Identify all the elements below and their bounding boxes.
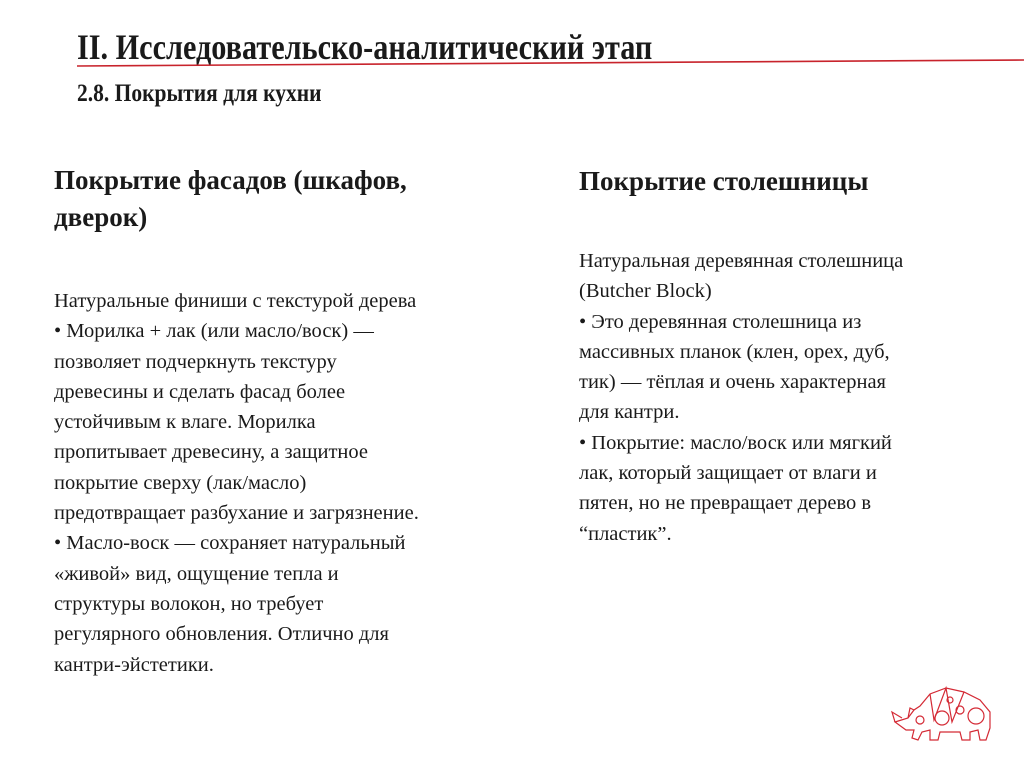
slide-title: II. Исследовательско-аналитический этап [77,27,653,67]
text-line: кантри-эйстетики. [54,653,214,676]
text-line: • Покрытие: масло/воск или мягкий [579,431,892,454]
facade-heading-line: Покрытие фасадов (шкафов, [54,165,407,195]
text-line: регулярного обновления. Отлично для [54,623,389,646]
facade-heading [54,162,524,236]
facade-body [54,286,524,680]
text-line: • Масло-воск — сохраняет натуральный [54,532,406,555]
text-line: тик) — тёплая и очень характерная [579,371,886,394]
countertop-body [579,246,999,549]
text-line: позволяет подчеркнуть текстуру [54,350,337,373]
text-line: покрытие сверху (лак/масло) [54,471,307,494]
text-line: пятен, но не превращает дерево в [579,492,872,515]
text-line: “пластик”. [579,522,672,545]
text-line: для кантри. [579,401,680,424]
text-line: • Это деревянная столешница из [579,310,862,333]
rhino-logo-icon [890,680,1000,750]
countertop-coating-column [579,163,999,549]
text-line: древесины и сделать фасад более [54,380,346,403]
facade-coating-column [54,162,524,680]
text-line: структуры волокон, но требует [54,592,324,615]
text-line: предотвращает разбухание и загрязнение. [54,502,419,525]
text-line: устойчивым к влаге. Морилка [54,411,316,434]
text-line: (Butcher Block) [579,280,712,303]
text-line: лак, который защищает от влаги и [579,462,877,485]
slide-subtitle: 2.8. Покрытия для кухни [77,80,322,107]
countertop-heading: Покрытие столешницы [579,166,869,196]
text-line: Натуральная деревянная столешница [579,250,904,272]
text-line: Натуральные финиши с текстурой дерева [54,290,417,312]
text-line: • Морилка + лак (или масло/воск) — [54,320,374,343]
text-line: «живой» вид, ощущение тепла и [54,562,339,585]
text-line: пропитывает древесину, а защитное [54,441,368,464]
facade-heading-line: дверок) [54,202,148,232]
text-line: массивных планок (клен, орех, дуб, [579,340,890,363]
title-divider [0,0,1024,80]
